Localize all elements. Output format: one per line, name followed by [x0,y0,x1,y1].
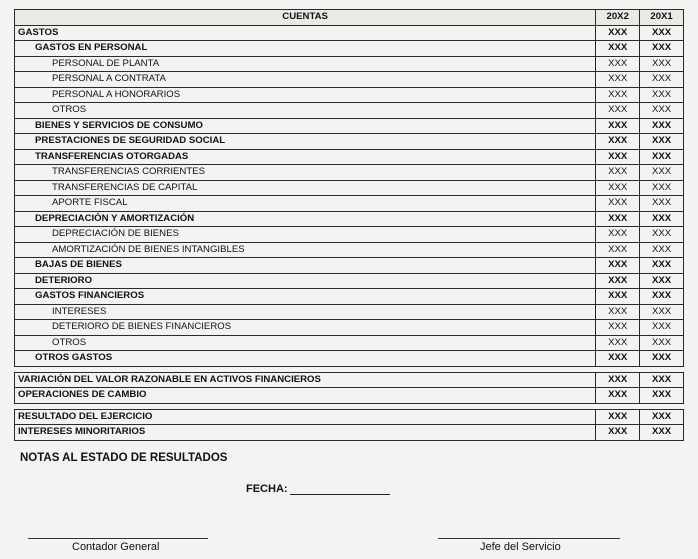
value-20x2-cell: XXX [596,211,640,227]
value-20x1-cell: XXX [640,335,684,351]
value-20x2-cell: XXX [596,25,640,41]
table-row [15,165,684,181]
account-name-cell: TRANSFERENCIAS CORRIENTES [15,165,596,181]
value-20x1-cell: XXX [640,409,684,425]
table-row [15,409,684,425]
value-20x1-cell: XXX [640,320,684,336]
value-20x1-cell: XXX [640,425,684,441]
account-name-cell: TRANSFERENCIAS DE CAPITAL [15,180,596,196]
account-name-cell: TRANSFERENCIAS OTORGADAS [15,149,596,165]
value-20x2-cell: XXX [596,87,640,103]
account-name-cell: OPERACIONES DE CAMBIO [15,388,596,404]
value-20x2-cell: XXX [596,409,640,425]
value-20x2-cell: XXX [596,165,640,181]
account-name-cell: AMORTIZACIÓN DE BIENES INTANGIBLES [15,242,596,258]
value-20x2-cell: XXX [596,351,640,367]
account-name-cell: PRESTACIONES DE SEGURIDAD SOCIAL [15,134,596,150]
value-20x1-cell: XXX [640,134,684,150]
value-20x2-cell: XXX [596,289,640,305]
value-20x1-cell: XXX [640,165,684,181]
table-row [15,425,684,441]
value-20x1-cell: XXX [640,258,684,274]
value-20x2-cell: XXX [596,41,640,57]
table-row [15,372,684,388]
table-header-row [15,10,684,26]
header-year-20x1: 20X1 [640,10,684,26]
table-row [15,227,684,243]
account-name-cell: GASTOS [15,25,596,41]
value-20x2-cell: XXX [596,258,640,274]
value-20x2-cell: XXX [596,196,640,212]
value-20x1-cell: XXX [640,87,684,103]
table-row [15,196,684,212]
value-20x1-cell: XXX [640,149,684,165]
account-name-cell: OTROS [15,103,596,119]
value-20x2-cell: XXX [596,72,640,88]
account-name-cell: DETERIORO [15,273,596,289]
value-20x1-cell: XXX [640,72,684,88]
value-20x2-cell: XXX [596,425,640,441]
value-20x2-cell: XXX [596,227,640,243]
table-row [15,242,684,258]
account-name-cell: PERSONAL A CONTRATA [15,72,596,88]
value-20x2-cell: XXX [596,118,640,134]
value-20x1-cell: XXX [640,304,684,320]
table-row [15,118,684,134]
value-20x1-cell: XXX [640,180,684,196]
value-20x1-cell: XXX [640,388,684,404]
value-20x2-cell: XXX [596,273,640,289]
table-row [15,351,684,367]
value-20x1-cell: XXX [640,242,684,258]
table-row [15,211,684,227]
value-20x2-cell: XXX [596,149,640,165]
value-20x2-cell: XXX [596,56,640,72]
value-20x2-cell: XXX [596,180,640,196]
value-20x2-cell: XXX [596,372,640,388]
account-name-cell: PERSONAL A HONORARIOS [15,87,596,103]
account-name-cell: DETERIORO DE BIENES FINANCIEROS [15,320,596,336]
value-20x1-cell: XXX [640,351,684,367]
signature-contador-general: Contador General [72,541,160,553]
value-20x2-cell: XXX [596,320,640,336]
value-20x1-cell: XXX [640,118,684,134]
value-20x1-cell: XXX [640,273,684,289]
fecha-label: FECHA: [246,483,288,495]
value-20x1-cell: XXX [640,41,684,57]
account-name-cell: GASTOS EN PERSONAL [15,41,596,57]
table-row [15,25,684,41]
income-statement-table [14,9,684,441]
table-body [15,25,684,440]
value-20x1-cell: XXX [640,103,684,119]
value-20x1-cell: XXX [640,56,684,72]
table-row [15,180,684,196]
account-name-cell: DEPRECIACIÓN Y AMORTIZACIÓN [15,211,596,227]
account-name-cell: BAJAS DE BIENES [15,258,596,274]
signature-line-left [28,538,208,539]
value-20x2-cell: XXX [596,134,640,150]
table-row [15,149,684,165]
account-name-cell: VARIACIÓN DEL VALOR RAZONABLE EN ACTIVOS FINANCIEROS [15,372,596,388]
value-20x1-cell: XXX [640,289,684,305]
table-row [15,41,684,57]
table-row [15,134,684,150]
value-20x2-cell: XXX [596,103,640,119]
table-row [15,320,684,336]
notes-title: NOTAS AL ESTADO DE RESULTADOS [20,452,228,464]
account-name-cell: GASTOS FINANCIEROS [15,289,596,305]
value-20x2-cell: XXX [596,335,640,351]
value-20x2-cell: XXX [596,388,640,404]
account-name-cell: PERSONAL DE PLANTA [15,56,596,72]
table-row [15,56,684,72]
table-row [15,289,684,305]
account-name-cell: DEPRECIACIÓN DE BIENES [15,227,596,243]
fecha-blank-line [290,494,390,495]
account-name-cell: OTROS GASTOS [15,351,596,367]
table-row [15,335,684,351]
account-name-cell: INTERESES MINORITARIOS [15,425,596,441]
value-20x1-cell: XXX [640,227,684,243]
account-name-cell: APORTE FISCAL [15,196,596,212]
table-row [15,273,684,289]
table-row [15,304,684,320]
table-row [15,258,684,274]
table-row [15,388,684,404]
account-name-cell: OTROS [15,335,596,351]
account-name-cell: INTERESES [15,304,596,320]
value-20x1-cell: XXX [640,196,684,212]
signature-jefe-servicio: Jefe del Servicio [480,541,561,553]
signature-line-right [438,538,620,539]
value-20x2-cell: XXX [596,242,640,258]
value-20x2-cell: XXX [596,304,640,320]
header-cuentas: CUENTAS [15,10,596,26]
header-year-20x2: 20X2 [596,10,640,26]
value-20x1-cell: XXX [640,372,684,388]
account-name-cell: BIENES Y SERVICIOS DE CONSUMO [15,118,596,134]
value-20x1-cell: XXX [640,211,684,227]
table-row [15,103,684,119]
table-row [15,87,684,103]
table-row [15,72,684,88]
value-20x1-cell: XXX [640,25,684,41]
account-name-cell: RESULTADO DEL EJERCICIO [15,409,596,425]
